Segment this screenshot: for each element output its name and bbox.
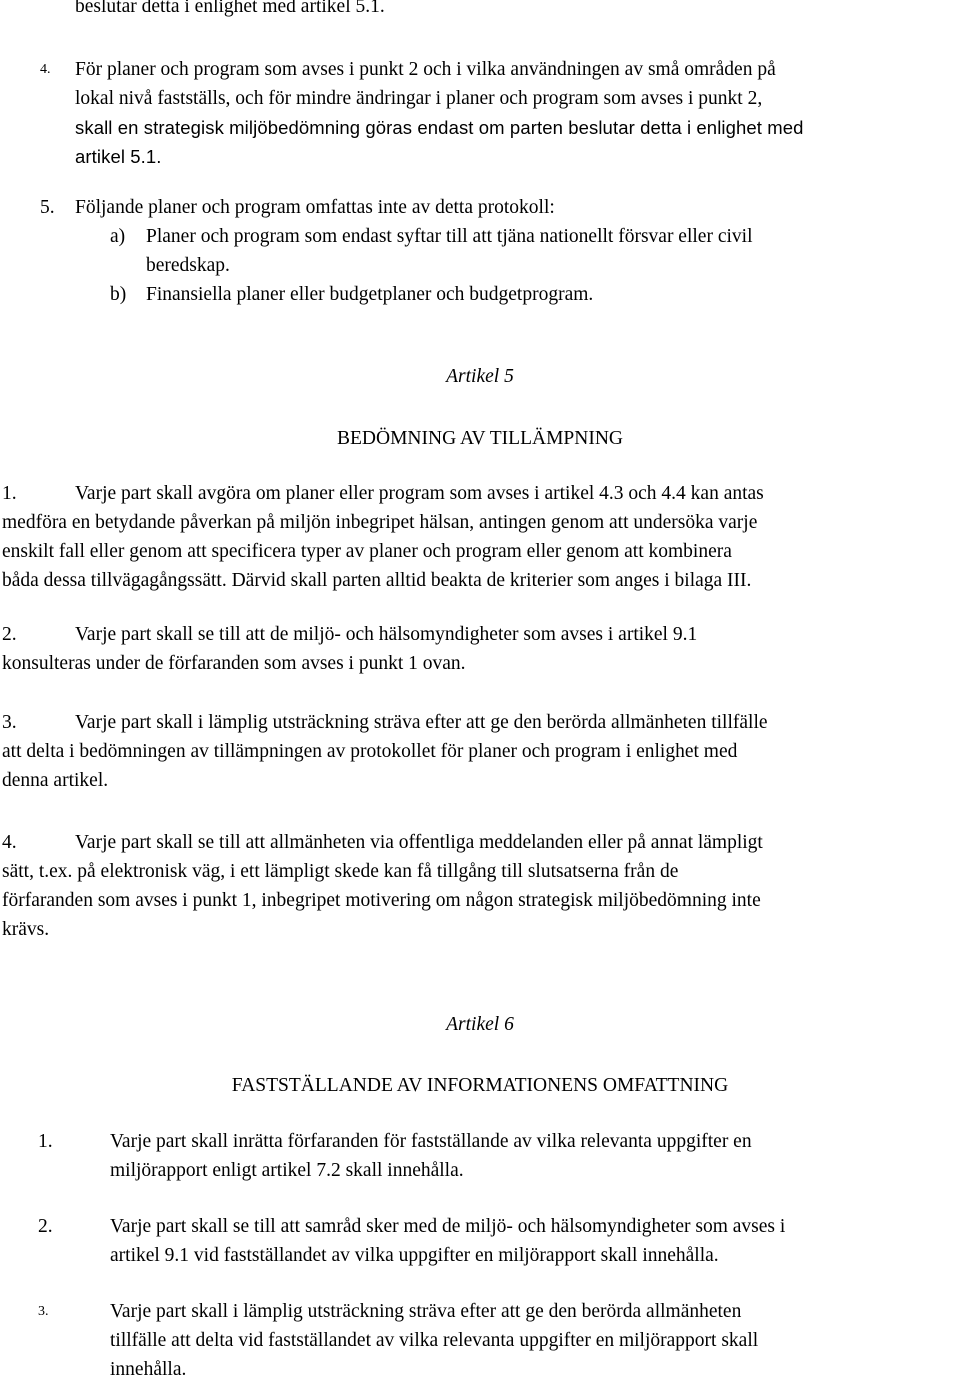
art5-para1-line-3: enskilt fall eller genom att specificera typer av planer och program eller genom att kombinera [2,541,732,562]
art5-para3-line-2: att delta i bedömningen av tillämpningen av protokollet för planer och program i enlighet med [2,741,738,762]
art6-para3-number: 3. [38,1304,49,1319]
article-6-title: Artikel 6 [446,1014,514,1035]
art4-para5-number: 5. [40,197,55,218]
art4-para4-number: 4. [40,62,51,77]
art5-para2-line-2: konsulteras under de förfaranden som avses i punkt 1 ovan. [2,653,466,674]
art6-para2-line-1: Varje part skall se till att samråd sker med de miljö- och hälsomyndigheter som avses i [110,1216,786,1237]
art6-para2-line-2: artikel 9.1 vid fastställandet av vilka uppgifter en miljörapport skall innehålla. [110,1245,719,1266]
art5-para3-number: 3. [2,712,17,733]
art4-para5-item-a-label: a) [110,226,126,247]
art6-para1-line-1: Varje part skall inrätta förfaranden för fastställande av vilka relevanta uppgifter en [110,1131,752,1152]
art5-para4-number: 4. [2,832,17,853]
article-5-title: Artikel 5 [446,366,514,387]
art5-para2-first: Varje part skall se till att de miljö- och hälsomyndigheter som avses i artikel 9.1 [75,624,698,645]
art5-para1-first: Varje part skall avgöra om planer eller program som avses i artikel 4.3 och 4.4 kan antas [75,483,764,504]
art5-para4-line-4: krävs. [2,919,50,940]
art6-para3-line-3: innehålla. [110,1359,187,1380]
art4-para5-item-a-line-1: Planer och program som endast syftar till att tjäna nationellt försvar eller civil [146,226,753,247]
art5-para1-line-2: medföra en betydande påverkan på miljön inbegripet hälsan, antingen genom att undersöka varje [2,512,758,533]
art4-para4-line-4: artikel 5.1. [75,146,162,167]
art5-para1-number: 1. [2,483,17,504]
art4-para5-intro: Följande planer och program omfattas inte av detta protokoll: [75,197,555,218]
art4-para4-line-1: För planer och program som avses i punkt 2 och i vilka användningen av små områden på [75,59,776,80]
article-5-subtitle: BEDÖMNING AV TILLÄMPNING [336,428,624,449]
art4-para4-line-2: lokal nivå fastställs, och för mindre ändringar i planer och program som avses i punkt 2, [75,88,763,109]
art4-para5-item-a-line-2: beredskap. [146,255,230,276]
art6-para3-line-2: tillfälle att delta vid fastställandet av vilka relevanta uppgifter en miljörapport skall [110,1330,759,1351]
top-fragment-line: beslutar detta i enlighet med artikel 5.1. [75,0,385,17]
art6-para1-line-2: miljörapport enligt artikel 7.2 skall innehålla. [110,1160,464,1181]
article-6-subtitle: FASTSTÄLLANDE AV INFORMATIONENS OMFATTNING [231,1075,729,1096]
art4-para5-item-b-line-1: Finansiella planer eller budgetplaner och budgetprogram. [146,284,594,305]
art5-para3-first: Varje part skall i lämplig utsträckning sträva efter att ge den berörda allmänheten tillfälle [75,712,768,733]
art5-para3-line-3: denna artikel. [2,770,109,791]
art4-para5-item-b-label: b) [110,284,127,305]
art6-para3-line-1: Varje part skall i lämplig utsträckning sträva efter att ge den berörda allmänheten [110,1301,742,1322]
art6-para1-number: 1. [38,1131,53,1152]
art5-para4-line-2: sätt, t.ex. på elektronisk väg, i ett lämpligt skede kan få tillgång till slutsatserna från de [2,861,679,882]
art5-para2-number: 2. [2,624,17,645]
art6-para2-number: 2. [38,1216,53,1237]
art4-para4-line-3: skall en strategisk miljöbedömning göras endast om parten beslutar detta i enlighet med [75,117,804,138]
art5-para4-line-3: förfaranden som avses i punkt 1, inbegripet motivering om någon strategisk miljöbedömning inte [2,890,761,911]
art5-para1-line-4: båda dessa tillvägagångssätt. Därvid skall parten alltid beakta de kriterier som anges i bilaga III. [2,570,752,591]
art5-para4-first: Varje part skall se till att allmänheten via offentliga meddelanden eller på annat lämpligt [75,832,763,853]
